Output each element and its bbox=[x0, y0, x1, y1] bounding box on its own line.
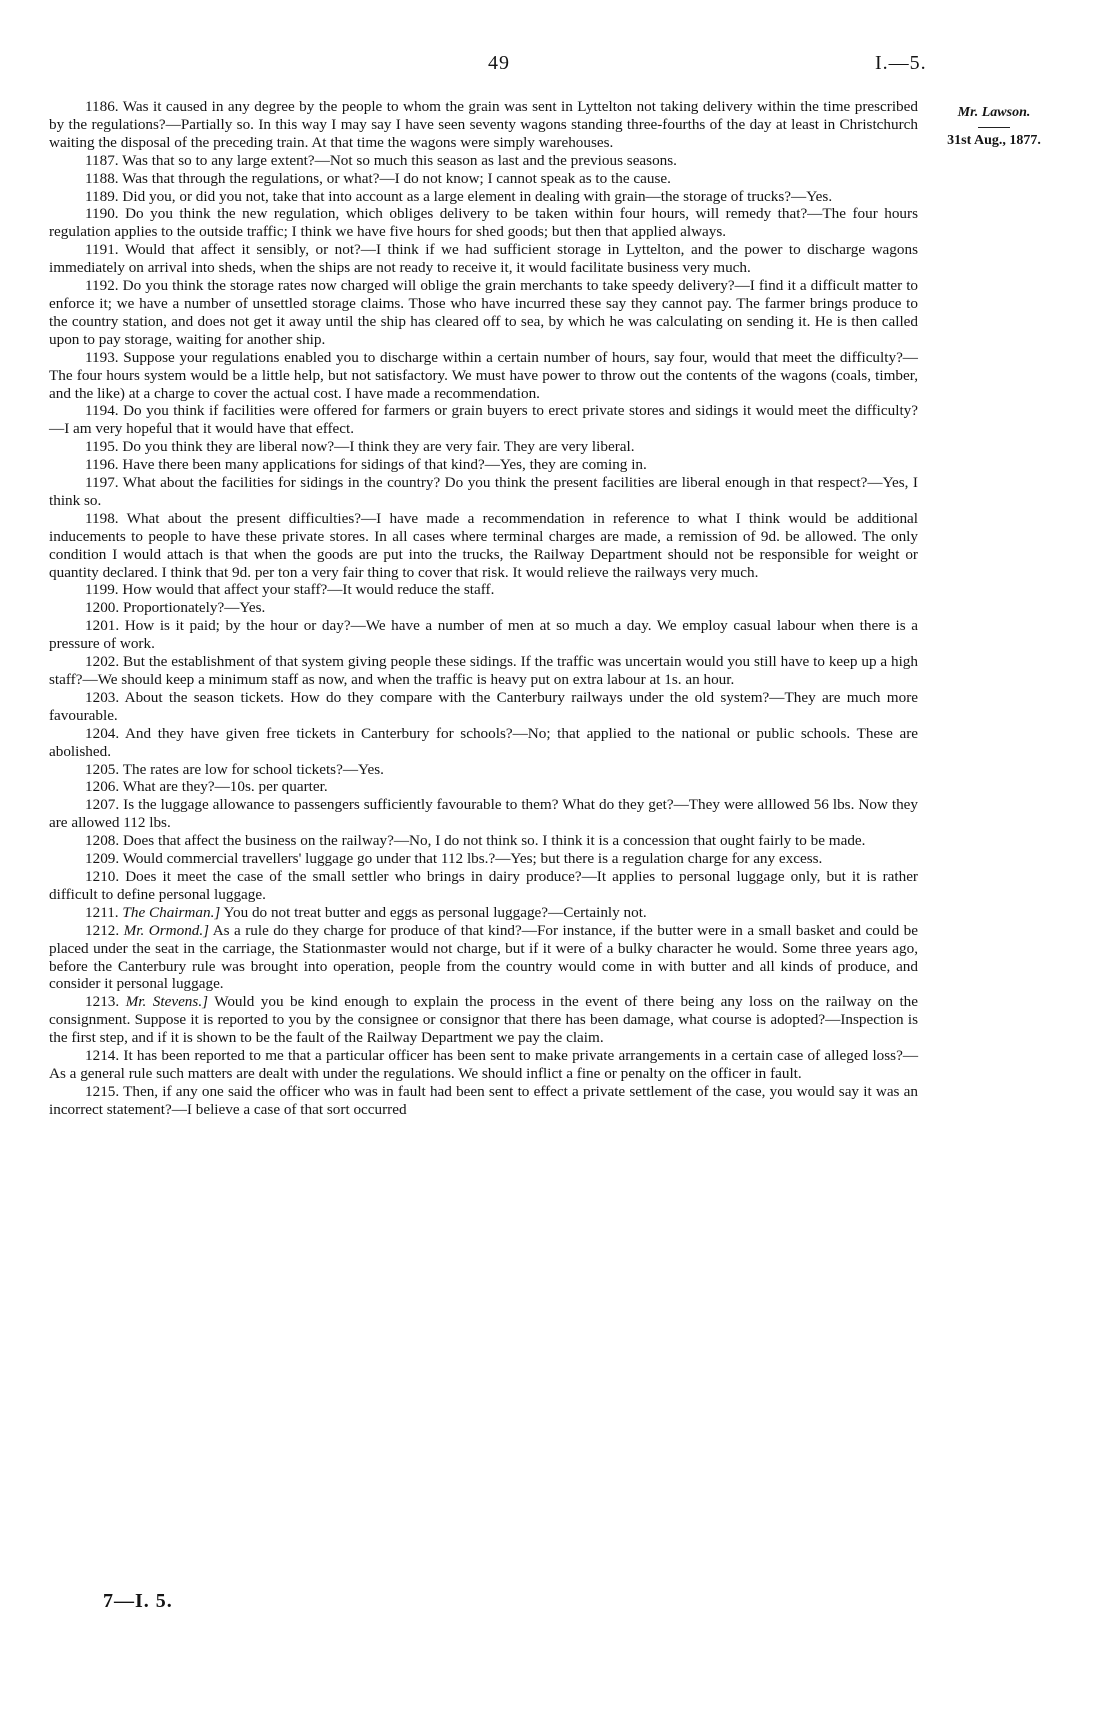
question-text: It has been reported to me that a particular officer has been sent to make private arrangements in a certain case of alleged loss?—As a general rule such matters are dealt with under the regulations. We should inflict a fine or penalty on the officer in fault. bbox=[49, 1047, 919, 1082]
question-text: Suppose your regulations enabled you to discharge within a certain number of hours, say four, would that meet the difficulty?—The four hours system would be a little help, but not satisfactory. We must have power to throw out the contents of the wagons (coals, timber, and the like) at a charge to cover the actual cost. I have made a recommendation. bbox=[49, 348, 918, 402]
question-paragraph bbox=[49, 922, 918, 994]
question-paragraph bbox=[49, 796, 918, 832]
question-paragraph bbox=[49, 904, 918, 922]
question-number: 1198. bbox=[85, 509, 119, 527]
question-paragraph bbox=[49, 205, 918, 241]
question-number: 1209. bbox=[85, 850, 120, 868]
question-text: And they have given free tickets in Canterbury for schools?—No; that applied to the national or public schools. These are abolished. bbox=[49, 724, 918, 760]
question-text: About the season tickets. How do they compare with the Canterbury railways under the old system?—They are much more favourable. bbox=[49, 688, 918, 724]
question-number: 1212. bbox=[85, 921, 120, 939]
question-paragraph bbox=[49, 170, 918, 188]
question-number: 1210. bbox=[85, 867, 120, 885]
question-number: 1215. bbox=[85, 1082, 120, 1100]
question-number: 1211. bbox=[85, 903, 119, 921]
speaker-name: Mr. Stevens.] bbox=[125, 993, 209, 1011]
question-paragraph bbox=[49, 689, 918, 725]
question-text: Then, if any one said the officer who was in fault had been sent to effect a private settlement of the case, you would say it was an incorrect statement?—I believe a case of that sort occurred bbox=[49, 1082, 918, 1118]
question-number: 1200. bbox=[85, 599, 120, 617]
question-number: 1193. bbox=[85, 348, 119, 366]
question-number: 1202. bbox=[85, 653, 120, 671]
question-paragraph bbox=[49, 599, 918, 617]
question-paragraph bbox=[49, 617, 918, 653]
printer-signature: 7—I. 5. bbox=[103, 1590, 173, 1612]
question-text: Was that through the regulations, or what?—I do not know; I cannot speak as to the cause. bbox=[122, 169, 671, 187]
question-number: 1189. bbox=[85, 187, 119, 205]
speaker-name: The Chairman.] bbox=[122, 903, 221, 921]
question-paragraph bbox=[49, 188, 918, 206]
question-number: 1194. bbox=[85, 402, 119, 420]
question-paragraph bbox=[49, 98, 918, 152]
question-paragraph bbox=[49, 277, 918, 349]
question-number: 1214. bbox=[85, 1047, 120, 1065]
document-reference: I.—5. bbox=[875, 52, 927, 74]
question-text: As a rule do they charge for produce of that kind?—For instance, if the butter were in a small basket and could be placed under the seat in the carriage, the Stationmaster would not charge, but if it were of a bulky character he would. Some three years ago, before the Canterbury rule was brought into operation, people from the country would come in with butter and all kinds of produce, and consider it personal luggage. bbox=[49, 921, 919, 993]
witness-date: 31st Aug., 1877. bbox=[947, 133, 1041, 148]
question-paragraph bbox=[49, 349, 918, 403]
question-number: 1191. bbox=[85, 241, 119, 259]
question-number: 1208. bbox=[85, 832, 120, 850]
question-paragraph bbox=[49, 402, 918, 438]
question-paragraph bbox=[49, 832, 918, 850]
question-number: 1196. bbox=[85, 456, 119, 474]
question-text: Do you think the storage rates now charged will oblige the grain merchants to take speedy delivery?—I find it a difficult matter to enforce it; we have a number of unsettled storage claims. Those who have incurred these say they cannot pay. The farmer brings produce to the country station, and does not get it away until the ship has cleared off to sea, by which he was calculating on sending it. He is then called upon to pay storage, waiting for another ship. bbox=[49, 277, 919, 348]
question-number: 1187. bbox=[85, 151, 119, 169]
question-number: 1190. bbox=[85, 205, 119, 223]
question-number: 1188. bbox=[85, 169, 119, 187]
question-paragraph bbox=[49, 474, 918, 510]
question-paragraph bbox=[49, 1047, 918, 1083]
question-text: Do you think the new regulation, which obliges delivery to be taken within four hours, will remedy that?—The four hours regulation applies to the outside traffic; I think we have five hours for shed goods; but then that applied always. bbox=[49, 205, 918, 241]
question-number: 1197. bbox=[85, 474, 119, 492]
question-text: Would commercial travellers' luggage go under that 112 lbs.?—Yes; but there is a regulation charge for any excess. bbox=[122, 850, 823, 868]
question-number: 1186. bbox=[85, 98, 119, 115]
question-text: Would that affect it sensibly, or not?—I think if we had sufficient storage in Lyttelton, and the power to discharge wagons immediately on arrival into sheds, when the ships are not ready to receive it, it would facilitate business very much. bbox=[49, 241, 918, 277]
question-text: Was that so to any large extent?—Not so much this season as last and the previous seasons. bbox=[122, 151, 677, 169]
question-text: Does it meet the case of the small settler who brings in dairy produce?—It applies to personal luggage only, but it is rather difficult to define personal luggage. bbox=[49, 867, 918, 903]
question-number: 1192. bbox=[85, 277, 119, 295]
question-text: Is the luggage allowance to passengers sufficiently favourable to them? What do they get?—They were alllowed 56 lbs. Now they are allowed 112 lbs. bbox=[49, 796, 919, 832]
question-text: Do you think if facilities were offered for farmers or grain buyers to erect private stores and sidings it would meet the difficulty?—I am very hopeful that it would have that effect. bbox=[49, 402, 918, 438]
question-paragraph bbox=[49, 850, 918, 868]
question-text: Do you think they are liberal now?—I think they are very fair. They are very liberal. bbox=[122, 438, 635, 456]
witness-name: Mr. Lawson. bbox=[957, 105, 1031, 120]
question-text: But the establishment of that system giving people these sidings. If the traffic was uncertain would you still have to keep up a high staff?—We should keep a minimum staff as now, and when the traffic is heavy put on extra labour at 1s. an hour. bbox=[49, 653, 918, 688]
margin-divider bbox=[978, 127, 1010, 128]
question-number: 1205. bbox=[85, 760, 120, 778]
speaker-name: Mr. Ormond.] bbox=[123, 921, 210, 939]
question-paragraph bbox=[49, 581, 918, 599]
question-paragraph bbox=[49, 152, 918, 170]
question-text: The rates are low for school tickets?—Yes. bbox=[122, 760, 384, 778]
question-number: 1204. bbox=[85, 724, 120, 742]
question-paragraph bbox=[49, 868, 918, 904]
question-paragraph bbox=[49, 456, 918, 474]
question-number: 1195. bbox=[85, 438, 119, 456]
question-number: 1201. bbox=[85, 617, 120, 635]
question-paragraph bbox=[49, 653, 918, 689]
question-paragraph bbox=[49, 761, 918, 779]
question-number: 1207. bbox=[85, 796, 120, 814]
question-paragraph bbox=[49, 993, 918, 1047]
question-text: Have there been many applications for sidings of that kind?—Yes, they are coming in. bbox=[122, 456, 647, 474]
question-text: Proportionately?—Yes. bbox=[122, 599, 266, 617]
question-number: 1213. bbox=[85, 993, 120, 1011]
question-number: 1199. bbox=[85, 581, 119, 599]
question-text: You do not treat butter and eggs as personal luggage?—Certainly not. bbox=[223, 903, 647, 921]
question-number: 1203. bbox=[85, 688, 120, 706]
question-text: What about the facilities for sidings in the country? Do you think the present facilities are liberal enough in that respect?—Yes, I think so. bbox=[49, 474, 918, 509]
question-text: What are they?—10s. per quarter. bbox=[122, 778, 328, 796]
question-text: Did you, or did you not, take that into account as a large element in dealing with grain—the storage of trucks?—Yes. bbox=[122, 187, 833, 205]
question-paragraph bbox=[49, 241, 918, 277]
question-text: Does that affect the business on the railway?—No, I do not think so. I think it is a concession that ought fairly to be made. bbox=[122, 832, 866, 850]
question-text: Would you be kind enough to explain the process in the event of there being any loss on the railway on the consignment. Suppose it is reported to you by the consignee or consignor that there has been damage, what course is adopted?—Inspection is the first step, and if it is shown to be the fault of the Railway Department we pay the claim. bbox=[49, 993, 919, 1047]
question-text: Was it caused in any degree by the people to whom the grain was sent in Lyttelton not taking delivery within the time prescribed by the regulations?—Partially so. In this way I may say I have seen seventy wagons standing three-fourths of the day at least in Christchurch waiting the disposal of the preceding train. At that time the wagons were simply warehouses. bbox=[49, 98, 918, 151]
question-text: How would that affect your staff?—It would reduce the staff. bbox=[122, 581, 495, 599]
question-text: What about the present difficulties?—I have made a recommendation in reference to what I think would be additional inducements to people to have these private stores. In all cases where terminal charges are made, a remission of 9d. be allowed. The only condition I would attach is that when the goods are put into the trucks, the Railway Department should not be responsible for weight or quantity declared. I think that 9d. per ton a very fair thing to cover that risk. It would relieve the railways very much. bbox=[49, 509, 918, 581]
evidence-body bbox=[49, 98, 918, 1119]
question-paragraph bbox=[49, 778, 918, 796]
question-number: 1206. bbox=[85, 778, 120, 796]
page-number: 49 bbox=[488, 52, 510, 74]
question-paragraph bbox=[49, 725, 918, 761]
margin-note bbox=[939, 104, 1049, 150]
question-paragraph bbox=[49, 438, 918, 456]
question-paragraph bbox=[49, 510, 918, 582]
question-paragraph bbox=[49, 1083, 918, 1119]
question-text: How is it paid; by the hour or day?—We have a number of men at so much a day. We employ casual labour when there is a pressure of work. bbox=[49, 617, 918, 653]
